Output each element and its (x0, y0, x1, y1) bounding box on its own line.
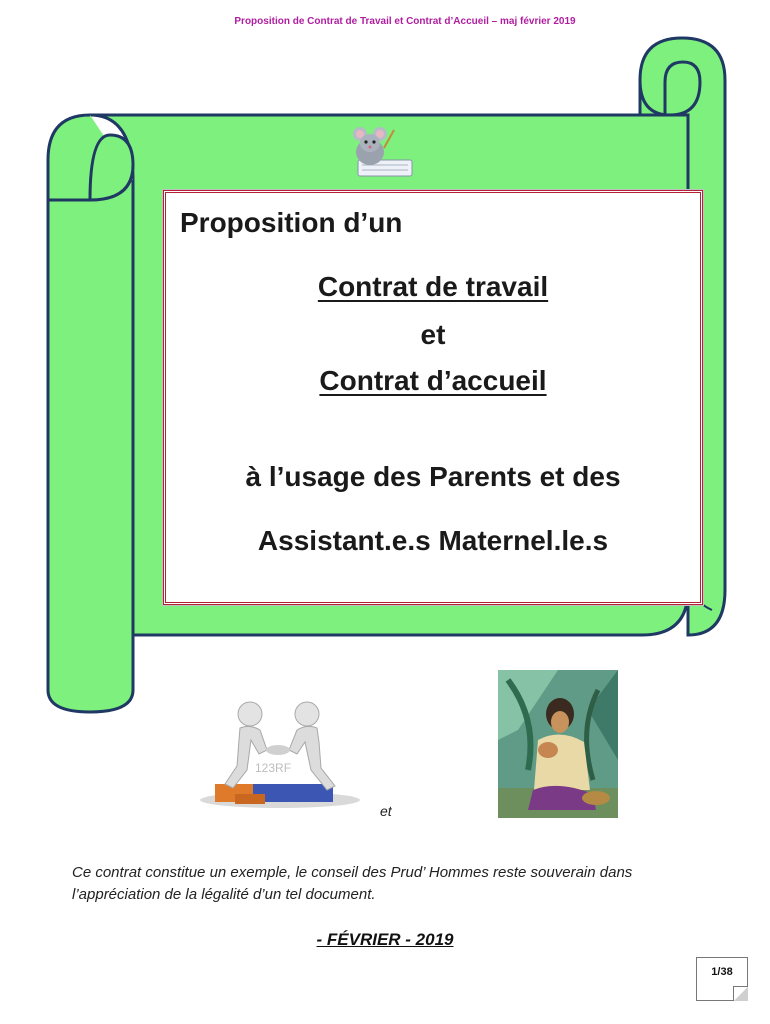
mother-child-painting (498, 670, 618, 818)
between-images-label: et (380, 803, 392, 819)
disclaimer-line-1: Ce contrat constitue un exemple, le conseil des Prud’ Hommes reste souverain dans (72, 864, 633, 881)
handshake-puzzle-illustration (195, 700, 365, 812)
mouse-writing-illustration (340, 122, 420, 184)
title-line-1: Proposition d’un (180, 207, 403, 238)
title-line-4-wrap (166, 365, 700, 397)
title-line-2-wrap (166, 271, 700, 303)
date-line (0, 930, 770, 950)
disclaimer (72, 862, 712, 906)
svg-text:123RF: 123RF (255, 761, 292, 775)
page-number-box (696, 957, 748, 1001)
title-line-5: à l’usage des Parents et des (245, 461, 621, 492)
title-line-6: Assistant.e.s Maternel.le.s (257, 525, 609, 556)
title-box (163, 190, 703, 605)
title-line-4: Contrat d’accueil (319, 365, 547, 396)
title-line-2: Contrat de travail (317, 271, 549, 302)
disclaimer-line-2: l’appréciation de la légalité d’un tel document. (72, 886, 376, 903)
page-fold-icon (733, 986, 748, 1001)
title-line-3: et (420, 319, 446, 350)
header-note: Proposition de Contrat de Travail et Contrat d’Accueil – maj février 2019 (234, 16, 576, 27)
date-text: - FÉVRIER - 2019 (316, 930, 454, 949)
page-number: 1/38 (711, 966, 733, 978)
